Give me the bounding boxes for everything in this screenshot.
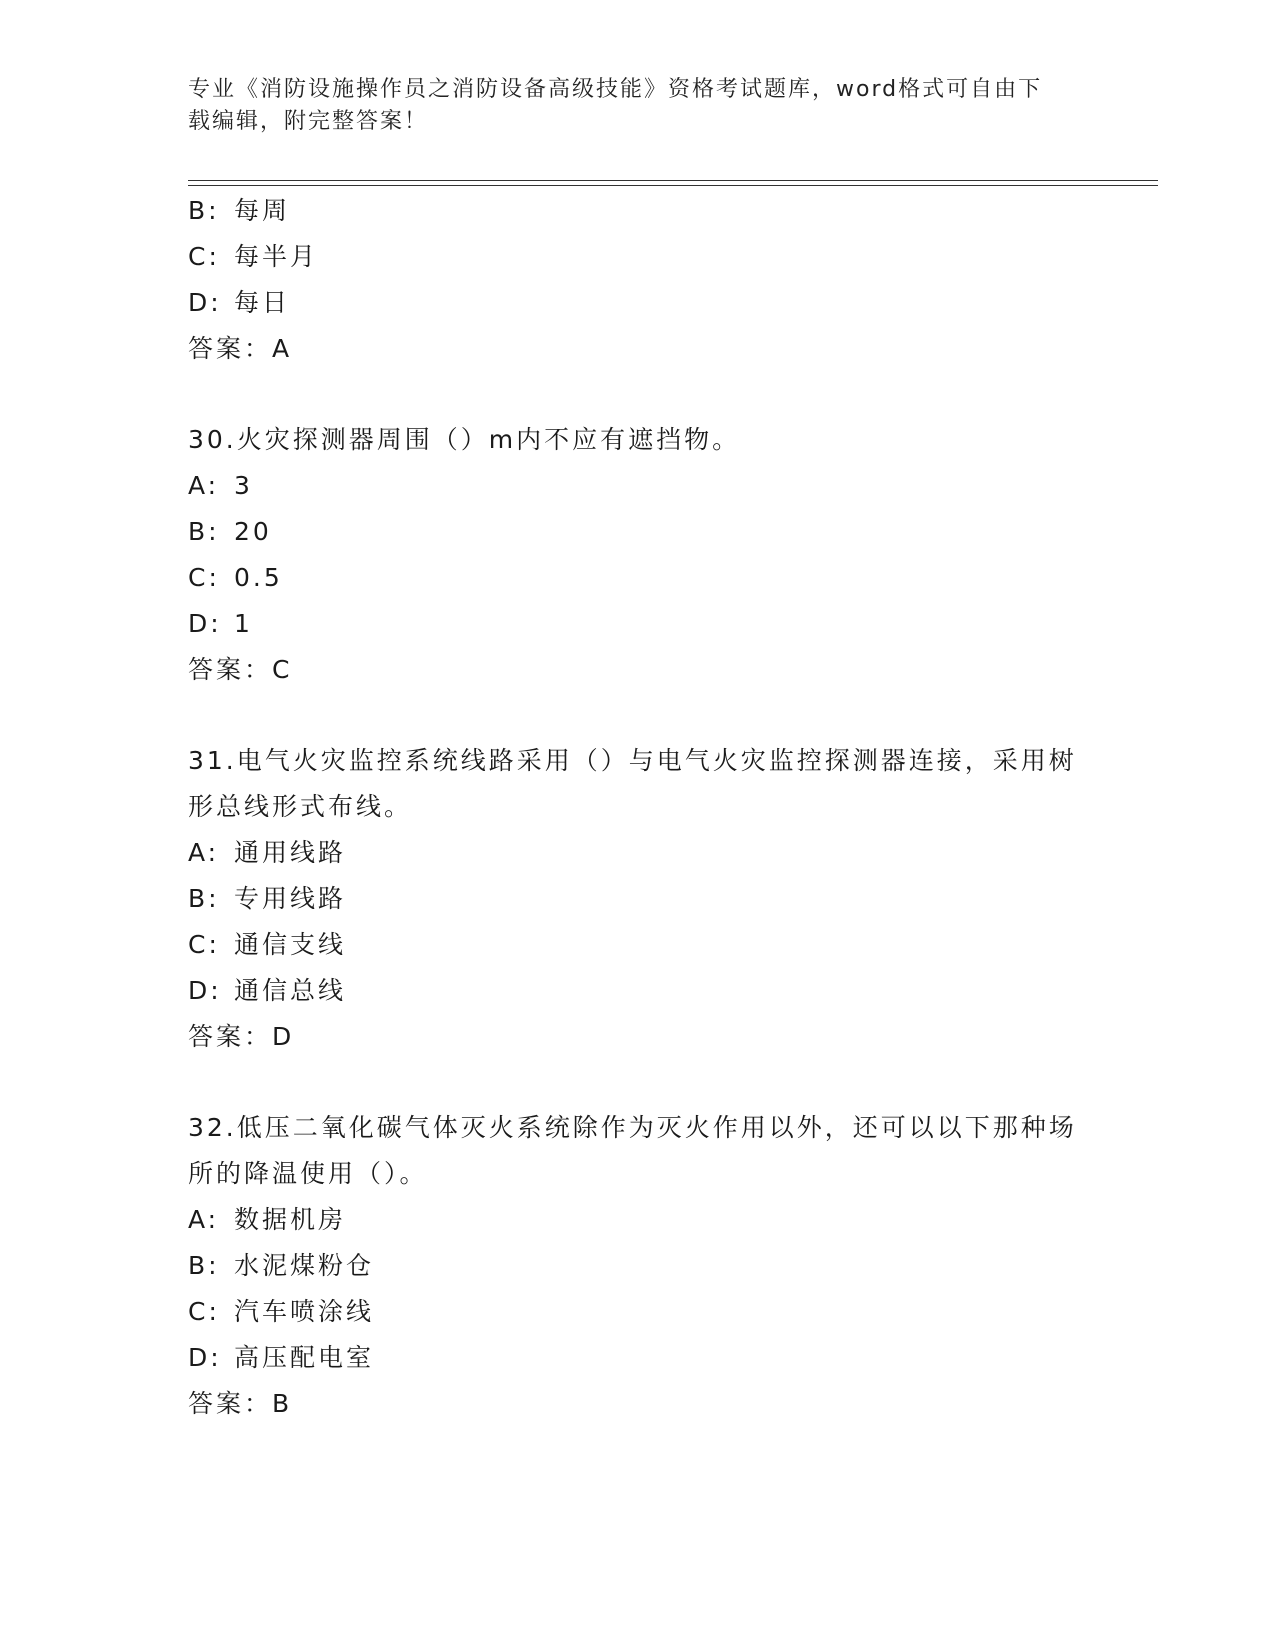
header-line-2: 载编辑，附完整答案！ — [188, 109, 429, 134]
document-header — [188, 74, 1088, 138]
question-text: 32.低压二氧化碳气体灭火系统除作为灭火作用以外，还可以以下那种场所的降温使用（）。 — [188, 1113, 1077, 1188]
answer: 答案：D — [188, 1022, 295, 1051]
question-text: 31.电气火灾监控系统线路采用（）与电气火灾监控探测器连接，采用树形总线形式布线。 — [188, 746, 1077, 821]
option-b: B: 20 — [188, 517, 272, 546]
header-divider-top — [188, 180, 1158, 181]
option-d: D: 通信总线 — [188, 976, 347, 1005]
option-c: C: 每半月 — [188, 242, 319, 271]
option-c: C: 0.5 — [188, 563, 283, 592]
option-b: B: 水泥煤粉仓 — [188, 1251, 375, 1280]
option-b: B: 专用线路 — [188, 884, 347, 913]
option-a: A: 3 — [188, 471, 253, 500]
question-29-block — [188, 188, 1088, 372]
answer: 答案：B — [188, 1389, 293, 1418]
header-line-1: 专业《消防设施操作员之消防设备高级技能》资格考试题库，word格式可自由下 — [188, 77, 1043, 102]
header-divider-bottom — [188, 185, 1158, 186]
document-body — [188, 188, 1088, 1427]
question-31-block — [188, 738, 1088, 1060]
question-30-block — [188, 417, 1088, 693]
option-b: B: 每周 — [188, 196, 291, 225]
option-c: C: 汽车喷涂线 — [188, 1297, 375, 1326]
answer: 答案：C — [188, 655, 293, 684]
option-a: A: 通用线路 — [188, 838, 347, 867]
answer: 答案：A — [188, 334, 293, 363]
option-a: A: 数据机房 — [188, 1205, 347, 1234]
question-text: 30.火灾探测器周围（）m内不应有遮挡物。 — [188, 425, 741, 454]
question-32-block — [188, 1105, 1088, 1427]
option-c: C: 通信支线 — [188, 930, 347, 959]
option-d: D: 每日 — [188, 288, 291, 317]
option-d: D: 高压配电室 — [188, 1343, 375, 1372]
option-d: D: 1 — [188, 609, 253, 638]
